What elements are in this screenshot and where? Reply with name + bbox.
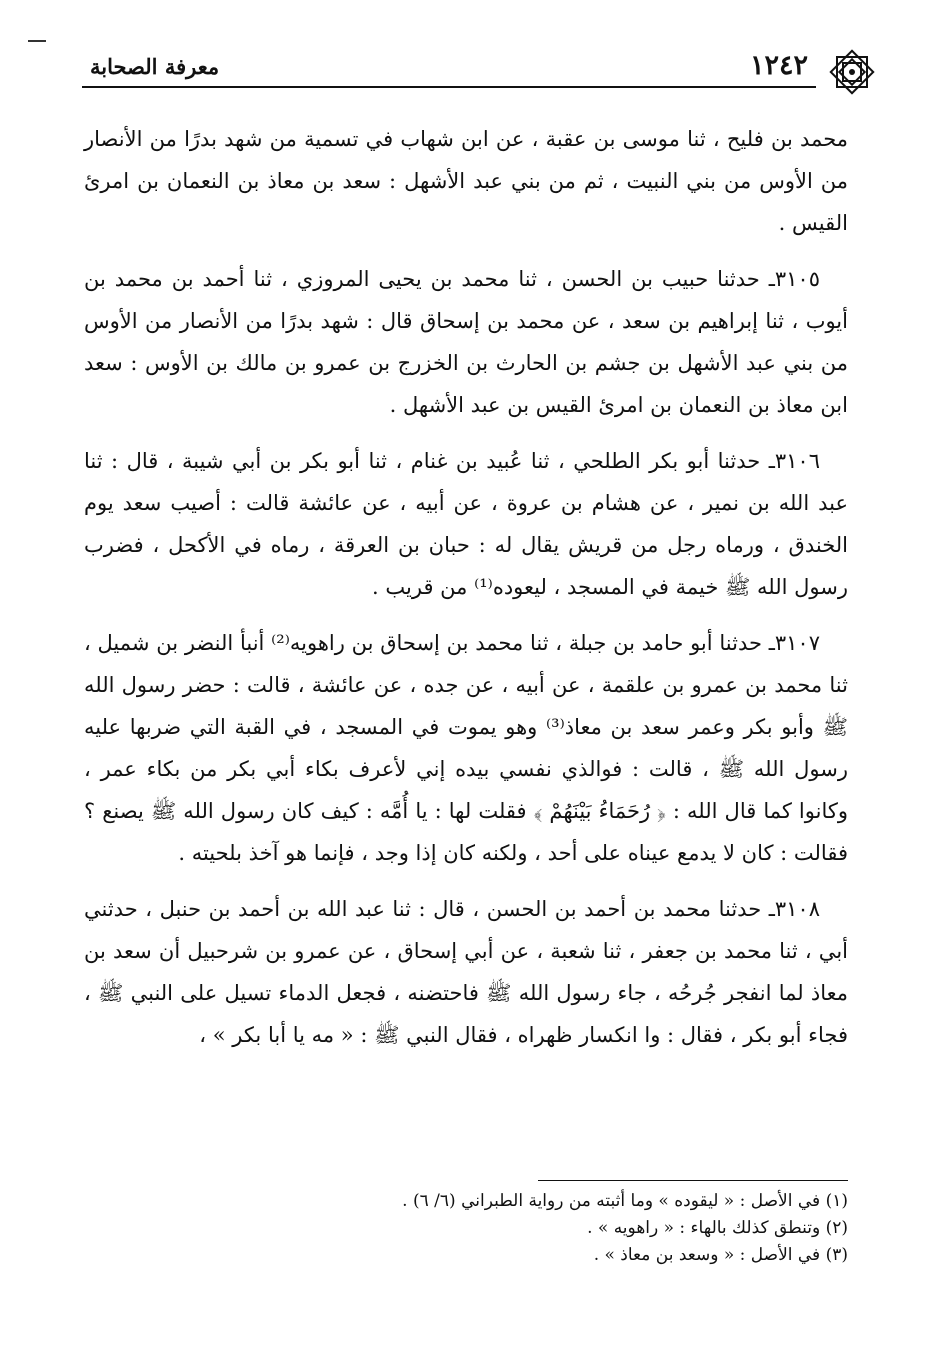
margin-mark <box>28 40 46 42</box>
header-rule <box>82 86 816 88</box>
footnote-rule <box>538 1180 848 1181</box>
paragraph-3106: ٣١٠٦ـ حدثنا أبو بكر الطلحي ، ثنا عُبيد بن غنام ، ثنا أبو بكر بن أبي شيبة ، قال : ثنا عبد الله بن نمير ، عن هشام بن عروة ، عن أبيه ، عن عائشة قالت : أصيب سعد يوم الخندق ، ورماه رجل من قريش يقال له : حبان بن العرقة ، رماه في الأكحل ، فضرب رسول الله ﷺ خيمة في المسجد ، ليعوده⁽¹⁾ من قريب . <box>84 449 848 599</box>
octagram-ornament-icon <box>826 46 878 98</box>
footnote-3: (٣) في الأصل : « وسعد بن معاذ » . <box>593 1245 848 1265</box>
footnotes <box>84 1188 848 1269</box>
paragraph-3108: ٣١٠٨ـ حدثنا محمد بن أحمد بن الحسن ، قال : ثنا عبد الله بن أحمد بن حنبل ، حدثني أبي ، ثنا محمد بن جعفر ، ثنا شعبة ، عن أبي إسحاق ، عن عمرو بن شرحبيل أن سعد بن معاذ لما انفجر جُرحُه ، جاء رسول الله ﷺ فاحتضنه ، فجعل الدماء تسيل على النبي ﷺ ، فجاء أبو بكر ، فقال : وا انكسار ظهراه ، فقال النبي ﷺ : « مه يا أبا بكر » ، <box>84 897 848 1047</box>
page-header <box>82 48 866 88</box>
page-number: ١٢٤٢ <box>749 50 808 81</box>
paragraph-3107: ٣١٠٧ـ حدثنا أبو حامد بن جبلة ، ثنا محمد بن إسحاق بن راهويه⁽²⁾ أنبأ النضر بن شميل ، ثنا محمد بن عمرو بن علقمة ، عن أبيه ، عن جده ، عن عائشة ، قالت : حضر رسول الله ﷺ وأبو بكر وعمر سعد بن معاذ⁽³⁾ وهو يموت في المسجد ، في القبة التي ضربها عليه رسول الله ﷺ ، قالت : فوالذي نفسي بيده إني لأعرف بكاء أبي بكر من بكاء عمر ، وكانوا كما قال الله : ﴿ رُحَمَاءُ بَيْنَهُمْ ﴾ فقلت لها : يا أُمَّه : كيف كان رسول الله ﷺ يصنع ؟ فقالت : كان لا يدمع عيناه على أحد ، ولكنه كان إذا وجد ، فإنما هو آخذ بلحيته . <box>84 631 848 865</box>
main-text <box>84 118 848 1070</box>
running-title: معرفة الصحابة <box>90 54 220 79</box>
footnote-2: (٢) وتنطق كذلك بالهاء : « راهويه » . <box>587 1218 848 1238</box>
footnote-1: (١) في الأصل : « ليقوده » وما أثبته من رواية الطبراني (٦/ ٦) . <box>402 1191 848 1211</box>
paragraph-continuation: محمد بن فليح ، ثنا موسى بن عقبة ، عن ابن شهاب في تسمية من شهد بدرًا من الأنصار من الأوس من بني النبيت ، ثم من بني عبد الأشهل : سعد بن معاذ بن النعمان بن امرئ القيس . <box>84 127 848 235</box>
paragraph-3105: ٣١٠٥ـ حدثنا حبيب بن الحسن ، ثنا محمد بن يحيى المروزي ، ثنا أحمد بن محمد بن أيوب ، ثنا إبراهيم بن سعد ، عن محمد بن إسحاق قال : شهد بدرًا من الأنصار من الأوس من بني عبد الأشهل بن جشم بن الحارث بن الخزرج بن عمرو بن مالك بن الأوس : سعد ابن معاذ بن النعمان بن امرئ القيس بن عبد الأشهل . <box>84 267 848 417</box>
